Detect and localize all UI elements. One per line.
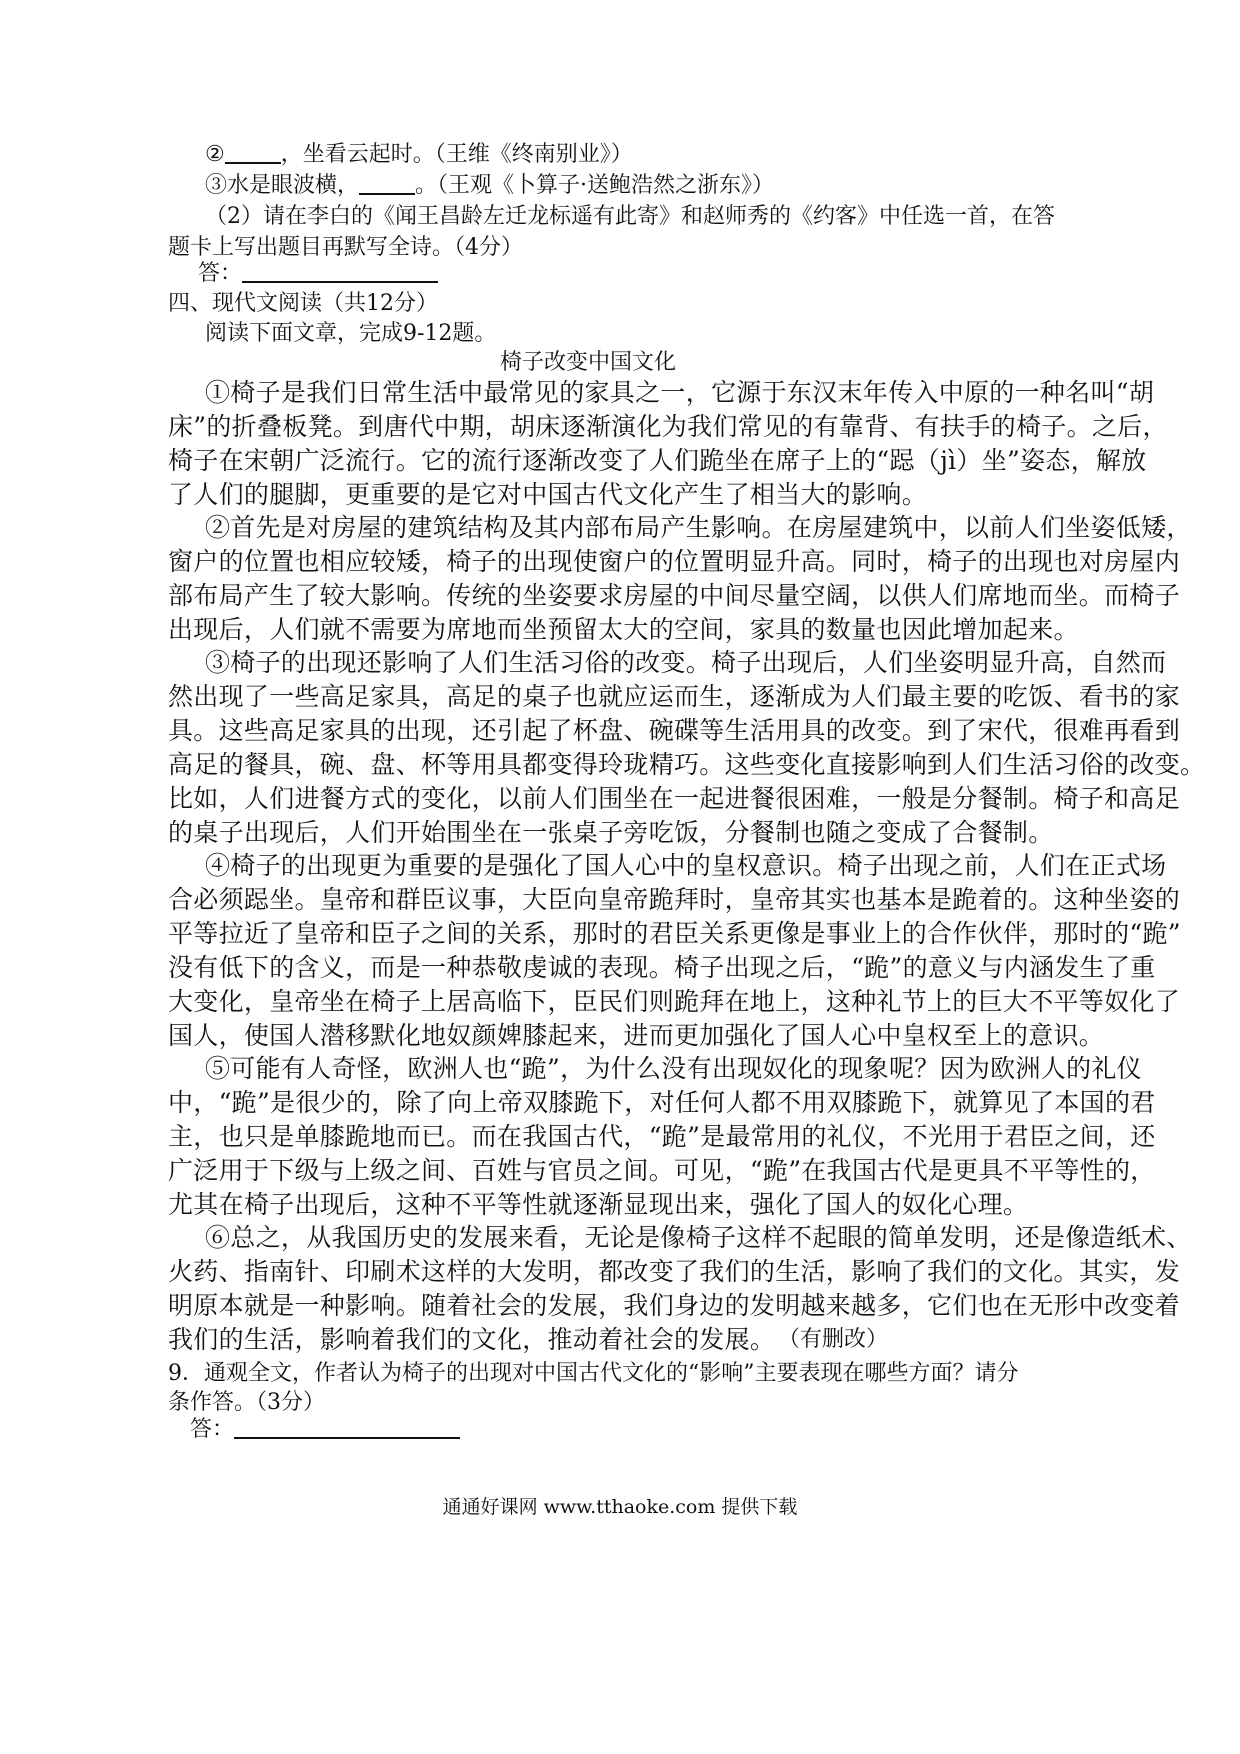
paragraph-line: 主，也只是单膝跪地而已。而在我国古代，“跪”是最常用的礼仪，不光用于君臣之间，还 bbox=[168, 1122, 1156, 1151]
paragraph-line: 没有低下的含义，而是一种恭敬虔诚的表现。椅子出现之后，“跪”的意义与内涵发生了重 bbox=[168, 953, 1156, 982]
paragraph-line: 我们的生活，影响着我们的文化，推动着社会的发展。 bbox=[168, 1325, 776, 1354]
paragraph-line: 了人们的腿脚，更重要的是它对中国古代文化产生了相当大的影响。 bbox=[168, 480, 928, 509]
paragraph-line: 广泛用于下级与上级之间、百姓与官员之间。可见，“跪”在我国古代是更具不平等性的， bbox=[168, 1156, 1156, 1185]
paragraph-line: 的桌子出现后，人们开始围坐在一张桌子旁吃饭，分餐制也随之变成了合餐制。 bbox=[168, 818, 1054, 847]
paragraph-line: ①椅子是我们日常生活中最常见的家具之一，它源于东汉末年传入中原的一种名叫“胡 bbox=[205, 378, 1155, 407]
answer-line bbox=[198, 256, 438, 287]
recite-item-3 bbox=[205, 168, 774, 199]
paragraph-line: 中，“跪”是很少的，除了向上帝双膝跪下，对任何人都不用双膝跪下，就算见了本国的君 bbox=[168, 1088, 1156, 1117]
paragraph-line: 窗户的位置也相应较矮，椅子的出现使窗户的位置明显升高。同时，椅子的出现也对房屋内 bbox=[168, 547, 1181, 576]
paragraph-line: 大变化，皇帝坐在椅子上居高临下，臣民们则跪拜在地上，这种礼节上的巨大不平等奴化了 bbox=[168, 987, 1181, 1016]
item-number: ② bbox=[205, 142, 225, 167]
recite-item-2 bbox=[205, 137, 633, 168]
paragraph-line: ④椅子的出现更为重要的是强化了国人心中的皇权意识。椅子出现之前，人们在正式场 bbox=[205, 851, 1167, 880]
recite-item-text: 。（王观《卜算子·送鲍浩然之浙东》） bbox=[415, 173, 775, 198]
question-2-line-2: 题卡上写出题目再默写全诗。（4分） bbox=[168, 235, 523, 260]
edit-note: （有删改） bbox=[778, 1327, 889, 1352]
paragraph-line: ③椅子的出现还影响了人们生活习俗的改变。椅子出现后，人们坐姿明显升高，自然而 bbox=[205, 648, 1167, 677]
paragraph-line: 椅子在宋朝广泛流行。它的流行逐渐改变了人们跪坐在席子上的“跽（jì）坐”姿态，解放 bbox=[168, 446, 1147, 475]
section-heading: 四、现代文阅读（共12分） bbox=[168, 291, 438, 316]
page-footer: 通通好课网 www.tthaoke.com 提供下载 bbox=[442, 1496, 798, 1518]
paragraph-line: 部布局产生了较大影响。传统的坐姿要求房屋的中间尽量空阔，以供人们席地而坐。而椅子 bbox=[168, 581, 1181, 610]
question-2-line-1: （2）请在李白的《闻王昌龄左迁龙标遥有此寄》和赵师秀的《约客》中任选一首，在答 bbox=[205, 204, 1055, 229]
fill-blank[interactable] bbox=[359, 193, 415, 195]
recite-item-text: ，坐看云起时。（王维《终南别业》） bbox=[280, 142, 633, 167]
paragraph-line: 尤其在椅子出现后，这种不平等性就逐渐显现出来，强化了国人的奴化心理。 bbox=[168, 1190, 1029, 1219]
recite-item-text: ③水是眼波横， bbox=[205, 173, 360, 198]
paragraph-line: 国人，使国人潜移默化地奴颜婢膝起来，进而更加强化了国人心中皇权至上的意识。 bbox=[168, 1021, 1105, 1050]
paragraph-line: 合必须跽坐。皇帝和群臣议事，大臣向皇帝跪拜时，皇帝其实也基本是跪着的。这种坐姿的 bbox=[168, 885, 1181, 914]
paragraph-line: 床”的折叠板凳。到唐代中期，胡床逐渐演化为我们常见的有靠背、有扶手的椅子。之后， bbox=[168, 412, 1168, 441]
paragraph-line: ⑥总之，从我国历史的发展来看，无论是像椅子这样不起眼的简单发明，还是像造纸术、 bbox=[205, 1223, 1192, 1252]
paragraph-line: ⑤可能有人奇怪，欧洲人也“跪”，为什么没有出现奴化的现象呢？因为欧洲人的礼仪 bbox=[205, 1054, 1142, 1083]
paragraph-line: 具。这些高足家具的出现，还引起了杯盘、碗碟等生活用具的改变。到了宋代，很难再看到 bbox=[168, 716, 1181, 745]
paragraph-line: ②首先是对房屋的建筑结构及其内部布局产生影响。在房屋建筑中，以前人们坐姿低矮， bbox=[205, 513, 1192, 542]
paragraph-line: 平等拉近了皇帝和臣子之间的关系，那时的君臣关系更像是事业上的合作伙伴，那时的“跪” bbox=[168, 919, 1181, 948]
answer-line bbox=[190, 1412, 460, 1443]
answer-label: 答： bbox=[198, 261, 243, 286]
question-9-line-1: 9．通观全文，作者认为椅子的出现对中国古代文化的“影响”主要表现在哪些方面？请分 bbox=[168, 1361, 1019, 1386]
paragraph-line: 明原本就是一种影响。随着社会的发展，我们身边的发明越来越多，它们也在无形中改变着 bbox=[168, 1291, 1181, 1320]
answer-blank[interactable] bbox=[242, 281, 438, 283]
paragraph-line: 然出现了一些高足家具，高足的桌子也就应运而生，逐渐成为人们最主要的吃饭、看书的家 bbox=[168, 682, 1181, 711]
answer-blank[interactable] bbox=[234, 1437, 460, 1439]
answer-label: 答： bbox=[190, 1417, 235, 1442]
section-instruction: 阅读下面文章，完成9-12题。 bbox=[205, 321, 497, 346]
paragraph-line: 比如，人们进餐方式的变化，以前人们围坐在一起进餐很困难，一般是分餐制。椅子和高足 bbox=[168, 784, 1181, 813]
paragraph-line: 高足的餐具，碗、盘、杯等用具都变得玲珑精巧。这些变化直接影响到人们生活习俗的改变。 bbox=[168, 750, 1206, 779]
paragraph-line: 出现后，人们就不需要为席地而坐预留太大的空间，家具的数量也因此增加起来。 bbox=[168, 615, 1079, 644]
question-9-line-2: 条作答。（3分） bbox=[168, 1390, 325, 1415]
article-title: 椅子改变中国文化 bbox=[499, 350, 676, 375]
fill-blank[interactable] bbox=[225, 162, 281, 164]
paragraph-line: 火药、指南针、印刷术这样的大发明，都改变了我们的生活，影响了我们的文化。其实，发 bbox=[168, 1257, 1181, 1286]
